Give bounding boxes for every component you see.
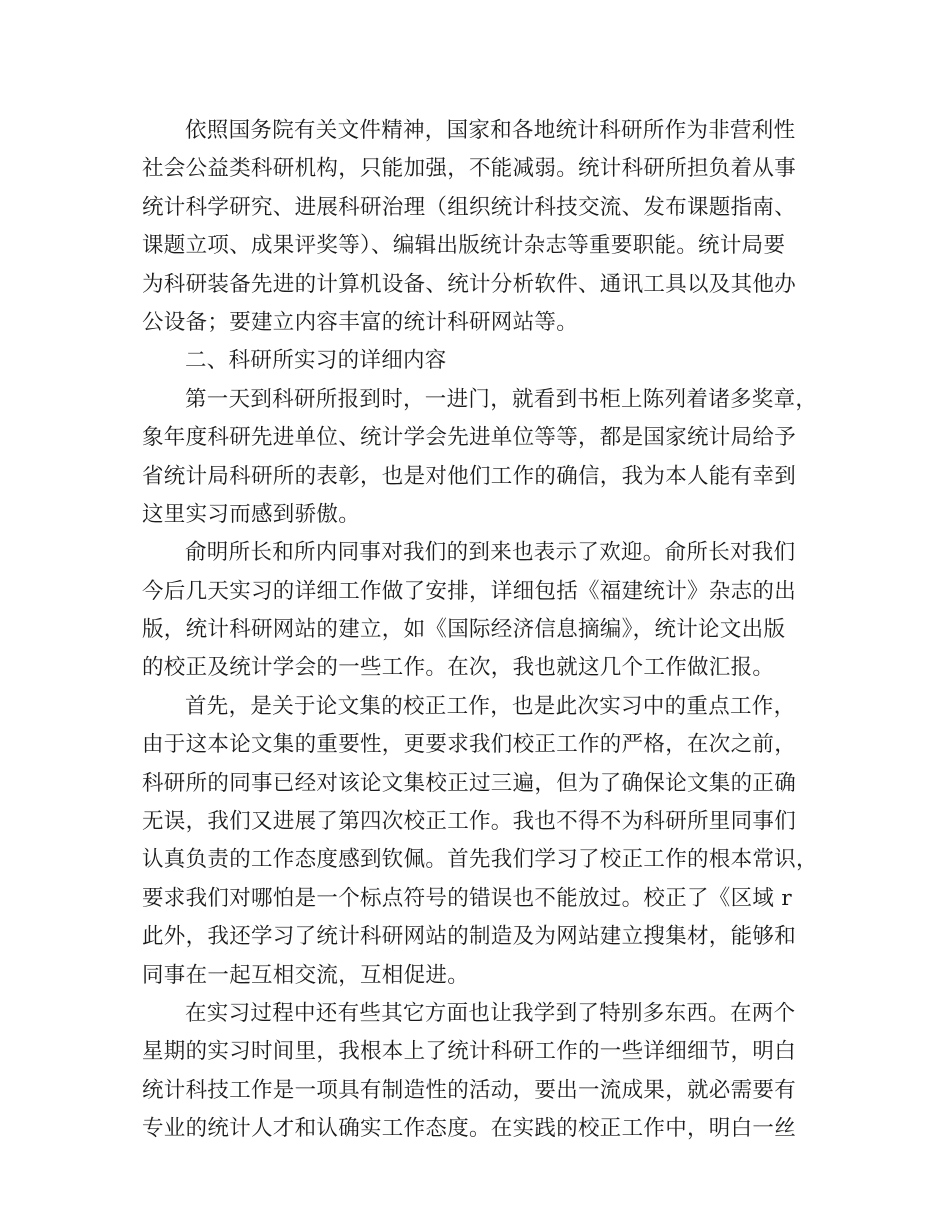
section-heading bbox=[142, 342, 832, 380]
text-line: 统计科技工作是一项具有制造性的活动，要出一流成果，就必需要有 bbox=[142, 1077, 797, 1103]
text-line: 要求我们对哪怕是一个标点符号的错误也不能放过。校正了《区域 r bbox=[142, 885, 792, 911]
text-line: 无误，我们又进展了第四次校正工作。我也不得不为科研所里同事们 bbox=[142, 809, 797, 835]
text-line: 省统计局科研所的表彰，也是对他们工作的确信，我为本人能有幸到 bbox=[142, 463, 797, 489]
text-line: 第一天到科研所报到时，一进门，就看到书柜上陈列着诸多奖章， bbox=[185, 386, 818, 412]
text-line: 统计科学研究、进展科研治理（组织统计科技交流、发布课题指南、 bbox=[142, 194, 797, 220]
paragraph-6 bbox=[142, 995, 832, 1149]
text-line: 这里实习而感到骄傲。 bbox=[142, 501, 361, 527]
document-body bbox=[142, 112, 832, 1149]
text-line: 公设备；要建立内容丰富的统计科研网站等。 bbox=[142, 309, 579, 335]
text-line: 社会公益类科研机构，只能加强，不能减弱。统计科研所担负着从事 bbox=[142, 156, 797, 182]
text-line: 的校正及统计学会的一些工作。在次，我也就这几个工作做汇报。 bbox=[142, 655, 775, 681]
text-line: 俞明所长和所内同事对我们的到来也表示了欢迎。俞所长对我们 bbox=[185, 540, 796, 566]
text-line: 依照国务院有关文件精神，国家和各地统计科研所作为非营利性 bbox=[185, 118, 796, 143]
text-line: 课题立项、成果评奖等）、编辑出版统计杂志等重要职能。统计局要 bbox=[142, 233, 786, 259]
text-line: 科研所的同事已经对该论文集校正过三遍，但为了确保论文集的正确 bbox=[142, 770, 797, 796]
paragraph-5 bbox=[142, 688, 832, 995]
text-line: 首先，是关于论文集的校正工作，也是此次实习中的重点工作， bbox=[185, 693, 796, 719]
paragraph-4 bbox=[142, 534, 832, 688]
text-line: 认真负责的工作态度感到钦佩。首先我们学习了校正工作的根本常识， bbox=[142, 847, 818, 873]
text-line: 版，统计科研网站的建立，如《国际经济信息摘编》，统计论文出版 bbox=[142, 617, 786, 643]
text-line: 为科研装备先进的计算机设备、统计分析软件、通讯工具以及其他办 bbox=[142, 271, 797, 297]
paragraph-1 bbox=[142, 112, 832, 342]
heading-text: 二、科研所实习的详细内容 bbox=[185, 348, 447, 374]
paragraph-3 bbox=[142, 381, 832, 535]
text-line: 此外，我还学习了统计科研网站的制造及为网站建立搜集材，能够和 bbox=[142, 924, 797, 950]
text-line: 象年度科研先进单位、统计学会先进单位等等，都是国家统计局给予 bbox=[142, 425, 797, 451]
text-line: 专业的统计人才和认确实工作态度。在实践的校正工作中，明白一丝 bbox=[142, 1116, 797, 1142]
text-line: 在实习过程中还有些其它方面也让我学到了特别多东西。在两个 bbox=[185, 1000, 796, 1026]
text-line: 星期的实习时间里，我根本上了统计科研工作的一些详细细节，明白 bbox=[142, 1039, 797, 1065]
text-line: 由于这本论文集的重要性，更要求我们校正工作的严格，在次之前， bbox=[142, 732, 797, 758]
text-line: 今后几天实习的详细工作做了安排，详细包括《福建统计》杂志的出 bbox=[142, 578, 797, 604]
text-line: 同事在一起互相交流，互相促进。 bbox=[142, 962, 470, 988]
